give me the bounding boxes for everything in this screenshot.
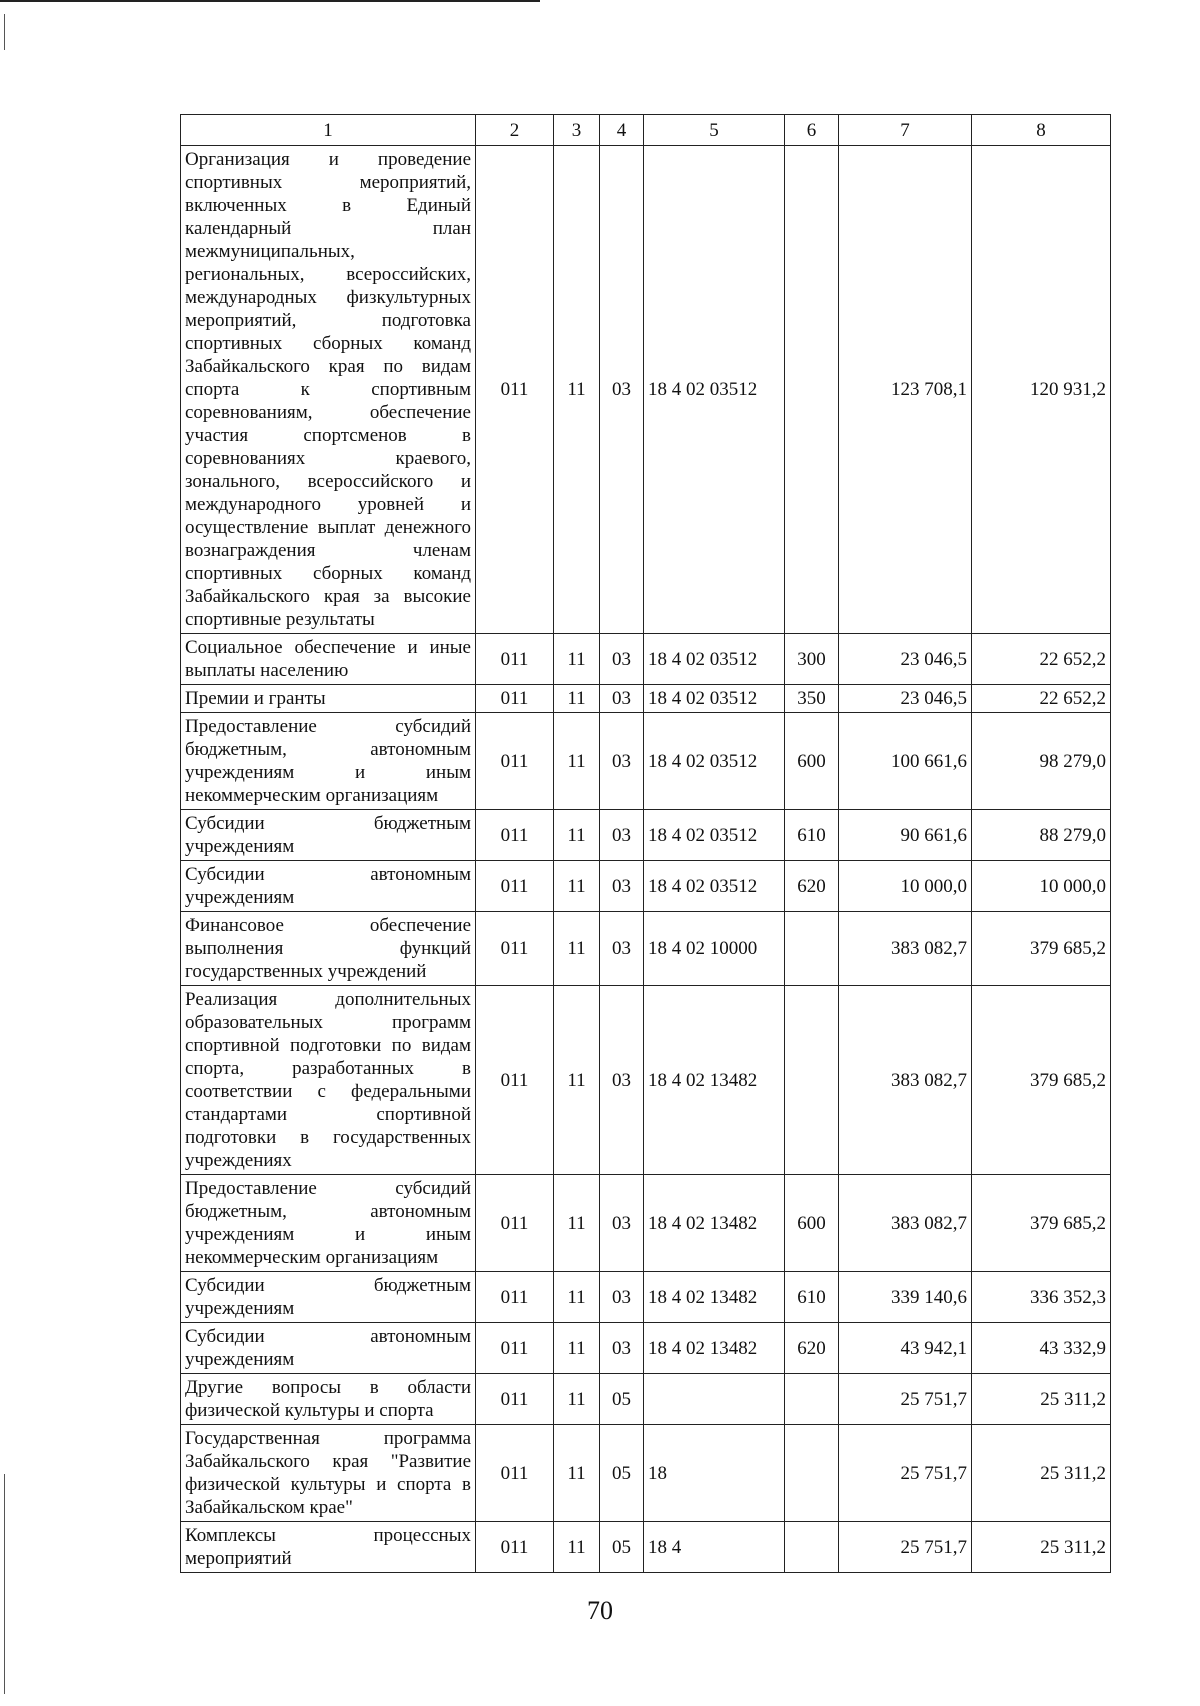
admin-code-cell: 011 (476, 713, 554, 810)
admin-code-cell: 011 (476, 1175, 554, 1272)
amount-year1-cell: 383 082,7 (839, 1175, 972, 1272)
amount-year2-cell: 379 685,2 (972, 1175, 1111, 1272)
left-margin-mark (4, 1474, 5, 1694)
target-article-cell: 18 4 02 13482 (644, 986, 785, 1175)
expense-type-cell (785, 146, 839, 634)
target-article-cell: 18 4 02 03512 (644, 713, 785, 810)
row-name-cell: Государственная программа Забайкальского края "Развитие физической культуры и спорта в Забайкальском крае" (181, 1425, 476, 1522)
budget-table (180, 114, 1111, 1573)
table-row (181, 685, 1111, 713)
amount-year1-cell: 10 000,0 (839, 861, 972, 912)
subsection-code-cell: 03 (600, 1175, 644, 1272)
subsection-code-cell: 03 (600, 685, 644, 713)
subsection-code-cell: 05 (600, 1522, 644, 1573)
subsection-code-cell: 03 (600, 1272, 644, 1323)
admin-code-cell: 011 (476, 912, 554, 986)
target-article-cell: 18 4 02 03512 (644, 634, 785, 685)
table-row (181, 713, 1111, 810)
table-row (181, 1272, 1111, 1323)
admin-code-cell: 011 (476, 685, 554, 713)
expense-type-cell (785, 986, 839, 1175)
section-code-cell: 11 (554, 986, 600, 1175)
target-article-cell: 18 4 02 03512 (644, 810, 785, 861)
section-code-cell: 11 (554, 1522, 600, 1573)
section-code-cell: 11 (554, 1323, 600, 1374)
expense-type-cell (785, 1425, 839, 1522)
column-header: 3 (554, 115, 600, 146)
amount-year2-cell: 98 279,0 (972, 713, 1111, 810)
amount-year2-cell: 25 311,2 (972, 1522, 1111, 1573)
table-row (181, 146, 1111, 634)
target-article-cell: 18 4 02 13482 (644, 1175, 785, 1272)
left-margin-mark (4, 14, 5, 50)
subsection-code-cell: 03 (600, 1323, 644, 1374)
amount-year1-cell: 383 082,7 (839, 986, 972, 1175)
admin-code-cell: 011 (476, 1323, 554, 1374)
amount-year1-cell: 25 751,7 (839, 1374, 972, 1425)
admin-code-cell: 011 (476, 634, 554, 685)
admin-code-cell: 011 (476, 1374, 554, 1425)
amount-year1-cell: 339 140,6 (839, 1272, 972, 1323)
section-code-cell: 11 (554, 861, 600, 912)
column-header: 8 (972, 115, 1111, 146)
table-header-row (181, 115, 1111, 146)
admin-code-cell: 011 (476, 146, 554, 634)
amount-year1-cell: 100 661,6 (839, 713, 972, 810)
target-article-cell: 18 (644, 1425, 785, 1522)
admin-code-cell: 011 (476, 1522, 554, 1573)
column-header: 1 (181, 115, 476, 146)
page-number: 70 (587, 1596, 613, 1625)
row-name-cell: Финансовое обеспечение выполнения функций государственных учреждений (181, 912, 476, 986)
section-code-cell: 11 (554, 1425, 600, 1522)
admin-code-cell: 011 (476, 986, 554, 1175)
amount-year2-cell: 25 311,2 (972, 1425, 1111, 1522)
target-article-cell: 18 4 02 13482 (644, 1272, 785, 1323)
expense-type-cell: 610 (785, 1272, 839, 1323)
subsection-code-cell: 03 (600, 634, 644, 685)
section-code-cell: 11 (554, 713, 600, 810)
expense-type-cell (785, 912, 839, 986)
section-code-cell: 11 (554, 634, 600, 685)
admin-code-cell: 011 (476, 810, 554, 861)
amount-year2-cell: 379 685,2 (972, 912, 1111, 986)
amount-year1-cell: 90 661,6 (839, 810, 972, 861)
section-code-cell: 11 (554, 685, 600, 713)
amount-year1-cell: 23 046,5 (839, 634, 972, 685)
amount-year2-cell: 10 000,0 (972, 861, 1111, 912)
row-name-cell: Социальное обеспечение и иные выплаты населению (181, 634, 476, 685)
subsection-code-cell: 05 (600, 1425, 644, 1522)
expense-type-cell: 600 (785, 1175, 839, 1272)
table-row (181, 986, 1111, 1175)
amount-year2-cell: 120 931,2 (972, 146, 1111, 634)
amount-year2-cell: 22 652,2 (972, 634, 1111, 685)
table-row (181, 634, 1111, 685)
admin-code-cell: 011 (476, 861, 554, 912)
table-row (181, 1522, 1111, 1573)
subsection-code-cell: 03 (600, 810, 644, 861)
section-code-cell: 11 (554, 1175, 600, 1272)
amount-year1-cell: 25 751,7 (839, 1425, 972, 1522)
target-article-cell: 18 4 02 10000 (644, 912, 785, 986)
subsection-code-cell: 03 (600, 146, 644, 634)
table-row (181, 912, 1111, 986)
target-article-cell: 18 4 02 13482 (644, 1323, 785, 1374)
amount-year1-cell: 43 942,1 (839, 1323, 972, 1374)
target-article-cell: 18 4 (644, 1522, 785, 1573)
amount-year2-cell: 88 279,0 (972, 810, 1111, 861)
section-code-cell: 11 (554, 1374, 600, 1425)
subsection-code-cell: 03 (600, 861, 644, 912)
amount-year2-cell: 379 685,2 (972, 986, 1111, 1175)
table-row (181, 861, 1111, 912)
target-article-cell (644, 1374, 785, 1425)
target-article-cell: 18 4 02 03512 (644, 146, 785, 634)
target-article-cell: 18 4 02 03512 (644, 861, 785, 912)
row-name-cell: Субсидии бюджетным учреждениям (181, 810, 476, 861)
section-code-cell: 11 (554, 810, 600, 861)
row-name-cell: Субсидии автономным учреждениям (181, 1323, 476, 1374)
column-header: 2 (476, 115, 554, 146)
admin-code-cell: 011 (476, 1425, 554, 1522)
table-row (181, 1175, 1111, 1272)
row-name-cell: Организация и проведение спортивных мероприятий, включенных в Единый календарный план межмуниципальных, региональных, всероссийских, международных физкультурных мероприятий, подготовка спортивных сборных команд Забайкальского края по видам спорта к спортивным соревнованиям, обеспечение участия спортсменов в соревнованиях краевого, зонального, всероссийского и международного уровней и осуществление выплат денежного вознаграждения членам спортивных сборных команд Забайкальского края за высокие спортивные результаты (181, 146, 476, 634)
expense-type-cell: 620 (785, 1323, 839, 1374)
subsection-code-cell: 03 (600, 912, 644, 986)
column-header: 7 (839, 115, 972, 146)
amount-year2-cell: 22 652,2 (972, 685, 1111, 713)
table-row (181, 1374, 1111, 1425)
row-name-cell: Предоставление субсидий бюджетным, автономным учреждениям и иным некоммерческим организациям (181, 713, 476, 810)
section-code-cell: 11 (554, 1272, 600, 1323)
section-code-cell: 11 (554, 912, 600, 986)
table-row (181, 810, 1111, 861)
subsection-code-cell: 03 (600, 986, 644, 1175)
expense-type-cell: 300 (785, 634, 839, 685)
row-name-cell: Субсидии бюджетным учреждениям (181, 1272, 476, 1323)
expense-type-cell: 350 (785, 685, 839, 713)
table-row (181, 1425, 1111, 1522)
amount-year2-cell: 336 352,3 (972, 1272, 1111, 1323)
amount-year2-cell: 43 332,9 (972, 1323, 1111, 1374)
expense-type-cell (785, 1522, 839, 1573)
admin-code-cell: 011 (476, 1272, 554, 1323)
target-article-cell: 18 4 02 03512 (644, 685, 785, 713)
section-code-cell: 11 (554, 146, 600, 634)
row-name-cell: Комплексы процессных мероприятий (181, 1522, 476, 1573)
amount-year2-cell: 25 311,2 (972, 1374, 1111, 1425)
top-border-line (0, 0, 540, 2)
row-name-cell: Реализация дополнительных образовательных программ спортивной подготовки по видам спорта, разработанных в соответствии с федеральными стандартами спортивной подготовки в государственных учреждениях (181, 986, 476, 1175)
amount-year1-cell: 123 708,1 (839, 146, 972, 634)
row-name-cell: Другие вопросы в области физической культуры и спорта (181, 1374, 476, 1425)
column-header: 6 (785, 115, 839, 146)
row-name-cell: Премии и гранты (181, 685, 476, 713)
expense-type-cell (785, 1374, 839, 1425)
column-header: 5 (644, 115, 785, 146)
amount-year1-cell: 25 751,7 (839, 1522, 972, 1573)
amount-year1-cell: 383 082,7 (839, 912, 972, 986)
amount-year1-cell: 23 046,5 (839, 685, 972, 713)
expense-type-cell: 600 (785, 713, 839, 810)
expense-type-cell: 620 (785, 861, 839, 912)
subsection-code-cell: 05 (600, 1374, 644, 1425)
column-header: 4 (600, 115, 644, 146)
row-name-cell: Предоставление субсидий бюджетным, автономным учреждениям и иным некоммерческим организациям (181, 1175, 476, 1272)
row-name-cell: Субсидии автономным учреждениям (181, 861, 476, 912)
table-body (181, 146, 1111, 1573)
expense-type-cell: 610 (785, 810, 839, 861)
table-row (181, 1323, 1111, 1374)
subsection-code-cell: 03 (600, 713, 644, 810)
